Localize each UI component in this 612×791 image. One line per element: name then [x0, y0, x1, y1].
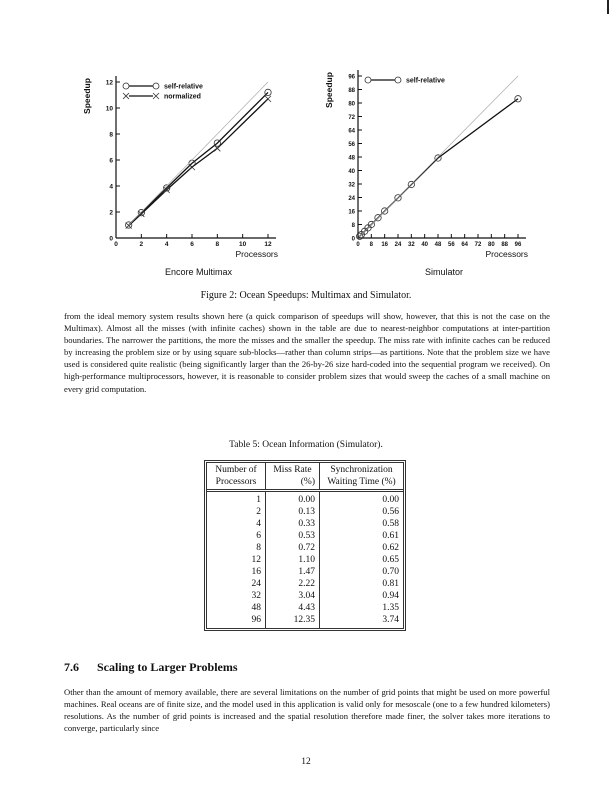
cell-sync-wait: 0.61 [382, 531, 399, 541]
header-line: Number of [215, 465, 257, 475]
y-tick-label: 56 [348, 142, 355, 148]
chart-simulator-speedup [310, 55, 540, 265]
table-row [207, 491, 403, 507]
y-axis-label: Speedup [82, 78, 92, 114]
y-tick-label: 0 [109, 235, 113, 243]
cell-sync-wait: 0.65 [382, 555, 399, 565]
y-axis-label: Speedup [324, 72, 334, 108]
cell-sync-wait: 3.74 [382, 615, 399, 625]
x-tick-label: 96 [514, 242, 522, 248]
y-tick-label: 2 [109, 209, 113, 217]
cell-processors: 16 [207, 566, 266, 578]
cell-miss-rate: 0.72 [266, 542, 320, 554]
header-line: Miss Rate [273, 465, 312, 475]
cell-processors: 24 [207, 578, 266, 590]
right-chart-label: Simulator [425, 267, 464, 277]
x-tick-label: 32 [407, 242, 415, 248]
header-line: (%) [300, 477, 315, 487]
header-line: Processors [215, 477, 257, 487]
x-tick-label: 8 [369, 242, 374, 248]
cell-sync-wait: 0.94 [382, 591, 399, 601]
y-tick-label: 10 [105, 105, 113, 113]
y-tick-label: 48 [348, 155, 355, 162]
x-tick-label: 0 [356, 242, 360, 248]
y-tick-label: 96 [348, 74, 355, 81]
x-tick-label: 4 [164, 241, 169, 248]
cell-processors: 12 [207, 554, 266, 566]
section-number: 7.6 [64, 660, 79, 674]
header-sync-wait [320, 463, 404, 491]
x-tick-label: 64 [461, 242, 469, 248]
cell-sync-wait: 0.58 [382, 519, 399, 529]
x-tick-label: 0 [114, 241, 118, 248]
y-tick-label: 24 [348, 196, 355, 202]
table-row [207, 614, 403, 628]
table-row [207, 578, 403, 590]
legend-circle-icon [153, 83, 159, 89]
left-chart-label: Encore Multimax [165, 267, 233, 277]
cell-miss-rate: 4.43 [266, 602, 320, 614]
cell-sync-wait: 0.81 [382, 579, 399, 589]
legend-label: self-relative [164, 83, 203, 91]
y-tick-label: 88 [348, 88, 355, 94]
y-tick-label: 0 [351, 236, 355, 243]
x-tick-label: 88 [501, 242, 509, 248]
body-paragraph-1: from the ideal memory system results shown here (a quick comparison of speedups will show, however, that this is not the case on the Multimax). Almost all the misses (with infinite caches) shown in the table are due to nearest-neighbor computations at inter-partition boundaries. The narrower the partitions, the more the misses and the smaller the speedup. The miss rate with infinite caches can be reduced by increasing the problem size or by using square sub-blocks—rather than column strips—as partitions. Note that the problem size we have used is considered quite realistic (being significantly larger than the 26-by-26 size hard-coded into the sequential program we received). On high-performance multiprocessors, however, it is reasonable to consider problem sizes that would sweep the caches of a small machine on every grid computation. [64, 311, 550, 394]
table-row [207, 566, 403, 578]
table-row [207, 506, 403, 518]
table-row [207, 602, 403, 614]
body-paragraph-2: Other than the amount of memory available, there are several limitations on the number of grid points that might be used on more powerful machines. Real oceans are of finite size, and the model used in this application is valid only for mesoscale (one to a few hundred kilometers) resolutions. As the number of grid points is increased and the spatial resolution therefore made finer, the solver takes more iterations to converge, particularly since [64, 687, 550, 734]
y-tick-label: 32 [348, 182, 355, 189]
y-tick-label: 40 [348, 169, 355, 175]
y-tick-label: 12 [105, 79, 113, 87]
cell-miss-rate: 12.35 [266, 614, 320, 628]
x-tick-label: 24 [394, 242, 402, 248]
legend-label: self-relative [406, 77, 445, 85]
section-heading [64, 660, 238, 675]
series-line-normalized [129, 99, 268, 226]
header-miss-rate [266, 463, 320, 491]
cell-processors: 6 [207, 530, 266, 542]
y-tick-label: 4 [109, 183, 113, 191]
x-tick-label: 8 [215, 241, 220, 248]
cell-miss-rate: 2.22 [266, 578, 320, 590]
x-tick-label: 2 [139, 241, 144, 248]
y-tick-label: 6 [109, 157, 113, 165]
section-title: Scaling to Larger Problems [97, 660, 238, 674]
cell-miss-rate: 1.47 [266, 566, 320, 578]
legend-circle-icon [365, 77, 371, 83]
cell-sync-wait: 1.35 [382, 603, 399, 613]
ideal-speedup-line [129, 82, 268, 225]
header-line: Waiting Time (%) [327, 477, 396, 487]
series-line-self-relative [360, 99, 518, 237]
table-row [207, 542, 403, 554]
cell-processors: 96 [207, 614, 266, 628]
y-tick-label: 64 [348, 128, 355, 135]
table-body [207, 491, 403, 629]
legend-circle-icon [395, 77, 401, 83]
page-edge-mark [607, 0, 609, 14]
ocean-info-table [204, 460, 406, 631]
cell-miss-rate: 0.13 [266, 506, 320, 518]
cell-miss-rate: 1.10 [266, 554, 320, 566]
cell-processors: 48 [207, 602, 266, 614]
x-tick-label: 48 [434, 242, 442, 248]
table-header-row [207, 463, 403, 491]
y-tick-label: 8 [351, 223, 355, 229]
x-tick-label: 12 [264, 241, 272, 248]
table-row [207, 554, 403, 566]
x-tick-label: 16 [381, 242, 389, 248]
cell-processors: 8 [207, 542, 266, 554]
cell-sync-wait: 0.56 [382, 507, 399, 517]
cell-miss-rate: 0.00 [266, 491, 320, 507]
y-tick-label: 80 [348, 101, 355, 108]
legend-circle-icon [123, 83, 129, 89]
series-line-self-relative [129, 92, 268, 225]
cell-processors: 1 [207, 491, 266, 507]
cell-miss-rate: 0.53 [266, 530, 320, 542]
cell-sync-wait: 0.70 [382, 567, 399, 577]
cell-processors: 2 [207, 506, 266, 518]
header-processors [207, 463, 266, 491]
header-line: Synchronization [330, 465, 393, 475]
table-row [207, 590, 403, 602]
x-tick-label: 56 [447, 242, 455, 248]
cell-sync-wait: 0.62 [382, 543, 399, 553]
cell-processors: 32 [207, 590, 266, 602]
x-axis-label: Processors [235, 249, 278, 259]
cell-miss-rate: 3.04 [266, 590, 320, 602]
table-row [207, 530, 403, 542]
x-tick-label: 40 [421, 242, 429, 248]
x-tick-label: 80 [487, 242, 495, 248]
x-tick-label: 6 [190, 241, 194, 248]
y-tick-label: 72 [348, 115, 355, 121]
ideal-speedup-line [360, 76, 518, 236]
y-tick-label: 8 [109, 131, 113, 139]
cell-miss-rate: 0.33 [266, 518, 320, 530]
x-tick-label: 72 [474, 242, 482, 248]
chart-multimax-speedup [80, 55, 300, 265]
table-row [207, 518, 403, 530]
table-caption: Table 5: Ocean Information (Simulator). [229, 440, 383, 450]
page-number: 12 [301, 757, 311, 767]
cell-sync-wait: 0.00 [382, 495, 399, 505]
legend-label: normalized [164, 93, 201, 101]
x-tick-label: 10 [239, 241, 247, 248]
cell-processors: 4 [207, 518, 266, 530]
y-tick-label: 16 [348, 209, 355, 216]
figure-caption: Figure 2: Ocean Speedups: Multimax and Simulator. [200, 290, 412, 301]
x-axis-label: Processors [485, 249, 528, 259]
